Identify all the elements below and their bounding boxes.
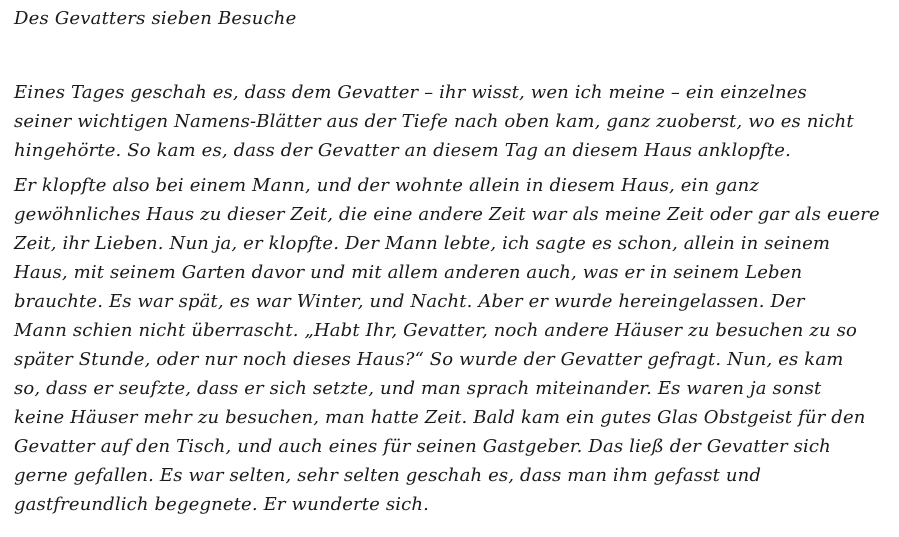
text-line: so, dass er seufzte, dass er sich setzte, und man sprach miteinander. Es waren ja sonst <box>14 378 822 399</box>
text-line: Er klopfte also bei einem Mann, und der wohnte allein in diesem Haus, ein ganz <box>14 175 760 196</box>
text-line: seiner wichtigen Namens-Blätter aus der Tiefe nach oben kam, ganz zuoberst, wo es nicht <box>14 111 854 132</box>
text-line: gastfreundlich begegnete. Er wunderte sich. <box>14 494 429 515</box>
paragraph-1 <box>14 78 889 165</box>
text-line: Gevatter auf den Tisch, und auch eines für seinen Gastgeber. Das ließ der Gevatter sich <box>14 436 831 457</box>
text-line: gewöhnliches Haus zu dieser Zeit, die eine andere Zeit war als meine Zeit oder gar als euere <box>14 204 880 225</box>
paragraph-2 <box>14 171 889 519</box>
text-line: Eines Tages geschah es, dass dem Gevatter – ihr wisst, wen ich meine – ein einzelnes <box>14 82 807 103</box>
text-line: Mann schien nicht überrascht. „Habt Ihr, Gevatter, noch andere Häuser zu besuchen zu so <box>14 320 858 341</box>
document-title: Des Gevatters sieben Besuche <box>14 8 297 29</box>
text-line: Haus, mit seinem Garten davor und mit allem anderen auch, was er in seinem Leben <box>14 262 803 283</box>
text-line: später Stunde, oder nur noch dieses Haus?“ So wurde der Gevatter gefragt. Nun, es kam <box>14 349 844 370</box>
text-line: brauchte. Es war spät, es war Winter, und Nacht. Aber er wurde hereingelassen. Der <box>14 291 805 312</box>
text-line: Zeit, ihr Lieben. Nun ja, er klopfte. Der Mann lebte, ich sagte es schon, allein in seinem <box>14 233 831 254</box>
text-line: gerne gefallen. Es war selten, sehr selten geschah es, dass man ihm gefasst und <box>14 465 762 486</box>
text-line: keine Häuser mehr zu besuchen, man hatte Zeit. Bald kam ein gutes Glas Obstgeist für den <box>14 407 866 428</box>
document-body <box>14 78 889 525</box>
text-line: hingehörte. So kam es, dass der Gevatter an diesem Tag an diesem Haus anklopfte. <box>14 140 791 161</box>
